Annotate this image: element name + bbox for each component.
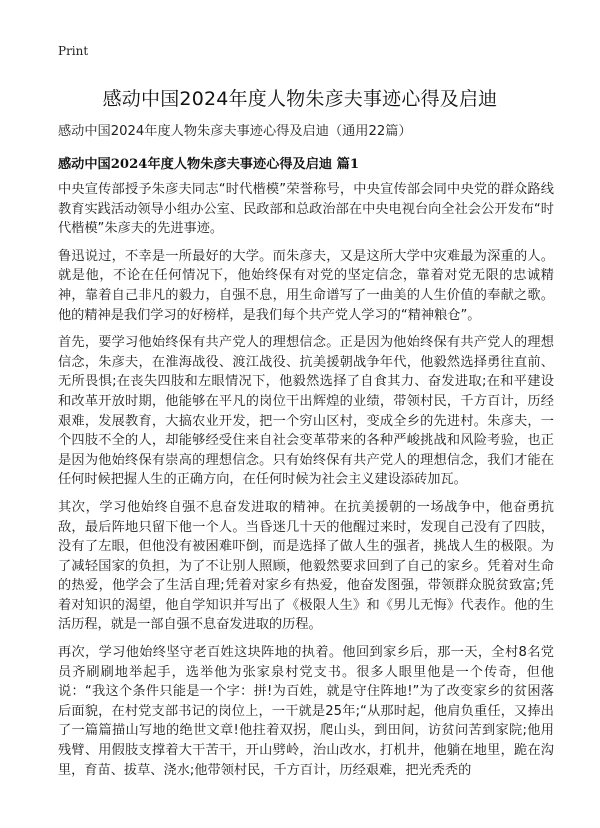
paragraph-5: 再次，学习他始终坚守老百姓这块阵地的执着。他回到家乡后，那一天，全村8名党员齐刷刷地举起手，选举他为张家泉村党支书。很多人眼里他是一个传奇，但他说：“我这个条件只能是一个字：拼!为百姓，就是守住阵地!”为了改变家乡的贫困落后面貌，在村党支部书记的岗位上，一干就是25年;“从那时起，他肩负重任，又捧出了一篇篇描山写地的绝世文章!他拄着双拐，爬山头，到田间，访贫问苦到家院;他用残臂、用假肢支撑着大干苦干，开山劈岭，治山改水，打机井，他躺在地里，跪在沟里，育苗、拔草、浇水;他带领村民，千方百计，历经艰难，把光秃秃的	[58, 645, 554, 778]
paragraph-3: 首先，要学习他始终保有共产党人的理想信念。正是因为他始终保有共产党人的理想信念，朱彦夫，在淮海战役、渡江战役、抗美援朝战争年代，他毅然选择勇往直前、无所畏惧;在丧失四肢和左眼情况下，他毅然选择了自食其力、奋发进取;在和平建设和改革开放时期，他能够在平凡的岗位干出辉煌的业绩，带领村民，千方百计，历经艰难，发展教育，大搞农业开发，把一个穷山区村，变成全乡的先进村。朱彦夫，一个四肢不全的人，却能够经受住来自社会变革带来的各种严峻挑战和风险考验，也正是因为他始终保有崇高的理想信念。只有始终保有共产党人的理想信念，我们才能在任何时候把握人生的正确方向，在任何时候为社会主义建设添砖加瓦。	[58, 335, 554, 488]
section-heading: 感动中国2024年度人物朱彦夫事迹心得及启迪 篇1	[58, 157, 360, 172]
document-title: 感动中国2024年度人物朱彦夫事迹心得及启迪	[102, 88, 498, 110]
paragraph-1: 中央宣传部授予朱彦夫同志“时代楷模”荣誉称号，中央宣传部会同中央党的群众路线教育实践活动领导小组办公室、民政部和总政治部在中央电视台向全社会公开发布“时代楷模”朱彦夫的先进事迹。	[58, 182, 554, 237]
paragraph-4: 其次，学习他始终自强不息奋发进取的精神。在抗美援朝的一场战争中，他奋勇抗敌，最后阵地只留下他一个人。当昏迷几十天的他醒过来时，发现自己没有了四肢，没有了左眼，但他没有被困难吓倒，而是选择了做人生的强者，挑战人生的极限。为了减轻国家的负担，为了不让别人照顾，他毅然要求回到了自己的家乡。凭着对生命的热爱，他学会了生活自理;凭着对家乡有热爱，他奋发图强，带领群众脱贫致富;凭着对知识的渴望，他自学知识并写出了《极限人生》和《男儿无悔》代表作。他的生活历程，就是一部自强不息奋发进取的历程。	[58, 499, 554, 633]
document-subtitle: 感动中国2024年度人物朱彦夫事迹心得及启迪（通用22篇）	[58, 124, 412, 139]
article-body	[58, 180, 554, 788]
paragraph-2: 鲁迅说过，不幸是一所最好的大学。而朱彦夫，又是这所大学中灾难最为深重的人。就是他，不论在任何情况下，他始终保有对党的坚定信念，靠着对党无限的忠诚精神，靠着自己非凡的毅力，自强不息，用生命谱写了一曲美的人生价值的奉献之歌。他的精神是我们学习的好榜样，是我们每个共产党人学习的“精神粮仓”。	[58, 248, 554, 323]
print-label[interactable]: Print	[58, 44, 89, 58]
